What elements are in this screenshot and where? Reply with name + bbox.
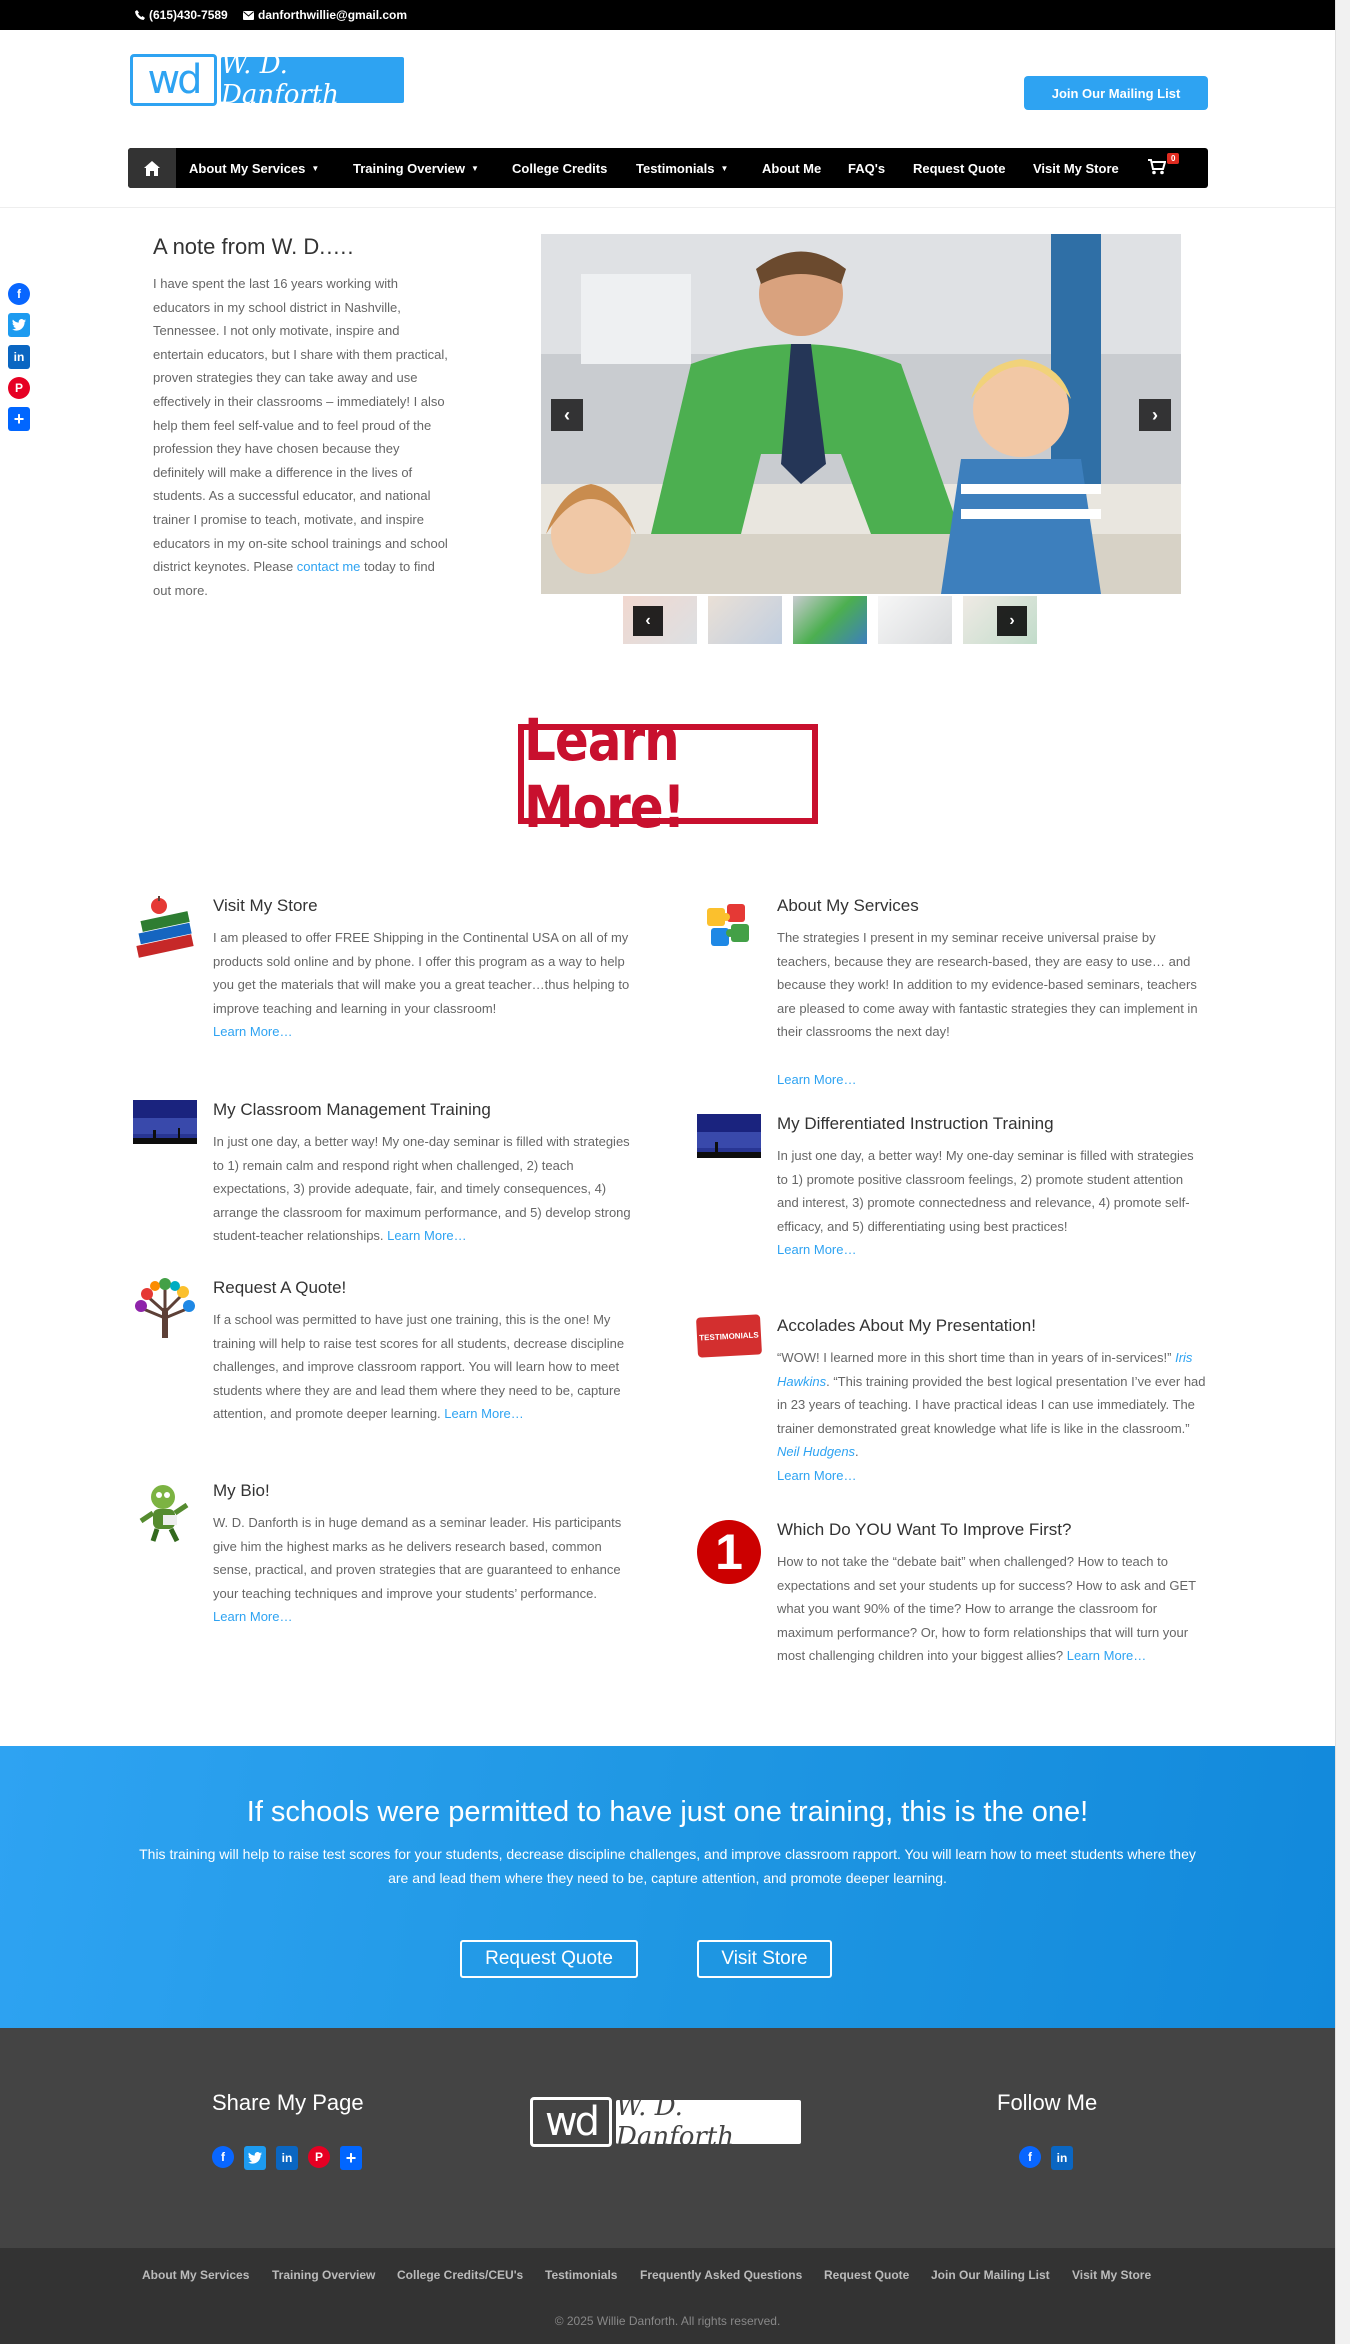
twitter-icon[interactable] — [244, 2146, 266, 2170]
top-bar — [0, 0, 1335, 30]
join-mailing-list-button[interactable]: Join Our Mailing List — [1024, 76, 1208, 110]
copyright-text: © 2025 Willie Danforth. All rights reserved. — [554, 2314, 781, 2328]
thumbs-prev-button[interactable]: ‹ — [633, 606, 663, 636]
footer-share-icons — [212, 2146, 362, 2170]
dropdown-caret-icon: ▼ — [311, 164, 320, 173]
slider-thumbnails — [623, 596, 1035, 646]
slider-prev-button[interactable]: ‹ — [551, 399, 583, 431]
blurb-text: I am pleased to offer FREE Shipping in the Continental USA on all of my products sold online and by phone. I offer this program as a way to help you get the materials that will make you a great teacher…thus helping to improve teaching and learning in your classroom! Learn More… — [213, 930, 630, 1040]
author-link[interactable]: Neil Hudgens — [777, 1444, 856, 1460]
home-icon — [144, 161, 160, 176]
email-address: danforthwillie@gmail.com — [258, 8, 408, 22]
nav-item-request-quote[interactable]: Request Quote — [913, 161, 1006, 176]
testimonials-badge-icon: TESTIMONIALS — [696, 1314, 762, 1357]
blurb-text: In just one day, a better way! My one-day seminar is filled with strategies to 1) promote positive classroom feelings, 2) promote student attention and interest, 3) promote connectedness and relevance, 4) promote self-efficacy, and 5) differentiating using best practices! Learn More… — [777, 1148, 1194, 1258]
logo-name: W. D. Danforth — [616, 2100, 801, 2144]
dropdown-caret-icon: ▼ — [471, 164, 479, 173]
facebook-icon[interactable]: f — [8, 283, 30, 305]
photo-slider — [541, 234, 1181, 594]
learn-more-link[interactable]: Learn More… — [777, 1467, 857, 1483]
blurb-text: The strategies I present in my seminar receive universal praise by teachers, because they are research-based, they are easy to use… and because they work! In addition to my evidence-based seminars, teachers are pleased to come away with fantastic strategies they can implement in their classrooms the next day! Learn More… — [777, 930, 1198, 1087]
page-scrollbar[interactable] — [1335, 0, 1350, 2344]
footer-follow-icons — [1019, 2146, 1073, 2170]
puzzle-pieces-icon — [697, 896, 761, 960]
blurb-text: W. D. Danforth is in huge demand as a seminar leader. His participants give him the highest marks as he delivers research based, common sense, practical, and proven strategies that are guaranteed to enhance your teaching techniques and improve your students’ performance. Learn More… — [213, 1515, 622, 1625]
footer-link-about-my-services[interactable]: About My Services — [142, 2268, 250, 2282]
author-link[interactable]: Iris Hawkins — [777, 1350, 1193, 1389]
linkedin-icon[interactable]: in — [276, 2146, 298, 2170]
footer — [0, 2028, 1335, 2248]
cta-text: This training will help to raise test scores for your students, decrease discipline challenges, and improve classroom rapport. You will learn how to meet students where they are and lead them where they need to be, capture attention, and promote deeper learning. — [139, 1846, 1196, 1886]
cart-count-badge: 0 — [1167, 153, 1179, 164]
cta-title: If schools were permitted to have just one training, this is the one! — [246, 1796, 1089, 1828]
contact-me-link[interactable]: contact me — [296, 559, 361, 575]
facebook-icon[interactable]: f — [1019, 2146, 1041, 2168]
nav-item-about-my-services[interactable]: About My Services ▼ — [189, 161, 320, 176]
footer-link-college-credits[interactable]: College Credits/CEU's — [397, 2268, 524, 2282]
call-to-action-section — [0, 1746, 1335, 2028]
blurb-title: My Differentiated Instruction Training — [777, 1114, 1054, 1133]
footer-nav — [0, 2268, 1335, 2288]
phone-icon — [135, 10, 145, 20]
slider-thumbnail[interactable] — [708, 596, 782, 644]
phone-link[interactable] — [135, 8, 228, 22]
logo-mark: wd — [130, 54, 217, 106]
blurb-title: About My Services — [777, 896, 919, 915]
envelope-icon — [243, 11, 254, 20]
share-my-page-heading: Share My Page — [212, 2090, 364, 2115]
logo-mark: wd — [530, 2097, 612, 2147]
dropdown-caret-icon: ▼ — [720, 164, 729, 173]
request-quote-button[interactable]: Request Quote — [460, 1940, 638, 1978]
blurb-title: Accolades About My Presentation! — [777, 1316, 1036, 1335]
footer-link-faq[interactable]: Frequently Asked Questions — [640, 2268, 803, 2282]
learn-more-link[interactable]: Learn More… — [444, 1406, 524, 1422]
learn-more-link[interactable]: Learn More… — [777, 1071, 857, 1087]
email-link[interactable] — [243, 8, 407, 22]
blurb-text: How to not take the “debate bait” when challenged? How to teach to expectations and set your students up for success? How to ask and GET what you want 90% of the time? How to arrange the classroom for maximum performance? Or, how to form relationships that will turn your most challenging children into your biggest allies? Learn More… — [777, 1554, 1196, 1664]
slider-next-button[interactable]: › — [1139, 399, 1171, 431]
bottom-bar — [0, 2248, 1335, 2344]
logo-name: W. D. Danforth — [221, 57, 404, 103]
blurb-text: “WOW! I learned more in this short time than in years of in-services!” Iris Hawkins. “This training provided the best logical presentation I’ve ever had in 23 years of teaching. I have practical ideas I can use immediately. The trainer demonstrated great knowledge what life is like in the classroom.” Neil Hudgens. Learn More… — [777, 1350, 1206, 1483]
footer-link-testimonials[interactable]: Testimonials — [545, 2268, 618, 2282]
learn-more-stamp-button[interactable]: Learn More! — [518, 724, 818, 824]
footer-link-join-mailing-list[interactable]: Join Our Mailing List — [931, 2268, 1050, 2282]
night-skyline-icon — [697, 1114, 761, 1178]
blurb-title: My Bio! — [213, 1481, 270, 1500]
site-logo[interactable] — [130, 50, 407, 110]
nav-item-college-credits[interactable]: College Credits — [512, 161, 608, 176]
follow-me-heading: Follow Me — [997, 2090, 1098, 2115]
blurb-title: Visit My Store — [213, 896, 318, 915]
nav-item-faqs[interactable]: FAQ's — [848, 161, 886, 176]
learn-more-link[interactable]: Learn More… — [1066, 1648, 1147, 1664]
add-share-icon[interactable]: + — [8, 407, 30, 431]
learn-more-link[interactable]: Learn More… — [213, 1024, 293, 1040]
home-button[interactable] — [128, 148, 176, 188]
visit-store-button[interactable]: Visit Store — [697, 1940, 832, 1978]
phone-number: (615)430-7589 — [149, 8, 228, 22]
number-one-icon: 1 — [697, 1520, 761, 1584]
learn-more-link[interactable]: Learn More… — [387, 1228, 467, 1244]
blurb-title: Which Do YOU Want To Improve First? — [777, 1520, 1072, 1539]
books-apple-icon — [133, 896, 197, 960]
linkedin-icon[interactable]: in — [1051, 2146, 1073, 2170]
linkedin-icon[interactable]: in — [8, 345, 30, 369]
twitter-icon[interactable] — [8, 313, 30, 337]
slider-thumbnail[interactable] — [878, 596, 952, 644]
note-body: I have spent the last 16 years working with educators in my school district in Nashville, Tennessee. I not only motivate, inspire and entertain educators, but I share with them practical, proven strategies they can take away and use effectively in their classrooms – immediately! I also help them feel self-value and to feel proud of the profession they have chosen because they definitely will make a difference in the lives of students. As a successful educator, and national trainer I promise to teach, motivate, and inspire educators in my on-site school trainings and school district keynotes. Please contact me today to find out more. — [153, 276, 448, 598]
main-nav — [128, 148, 1208, 188]
nav-item-visit-my-store[interactable]: Visit My Store — [1033, 161, 1119, 176]
share-sidebar — [8, 283, 30, 431]
blurb-title: My Classroom Management Training — [213, 1100, 491, 1119]
learn-more-link[interactable]: Learn More… — [213, 1609, 293, 1625]
footer-link-visit-my-store[interactable]: Visit My Store — [1072, 2268, 1152, 2282]
blurb-title: Request A Quote! — [213, 1278, 347, 1297]
thumbs-next-button[interactable]: › — [997, 606, 1027, 636]
footer-link-request-quote[interactable]: Request Quote — [824, 2268, 910, 2282]
blurb-text: In just one day, a better way! My one-day seminar is filled with strategies to 1) remain calm and respond right when challenged, 2) teach expectations, 3) provide adequate, fair, and timely consequences, 4) arrange the classroom for maximum performance, and 5) develop strong student-teacher relationships. Learn More… — [213, 1134, 631, 1244]
nav-item-about-me[interactable]: About Me — [762, 161, 822, 176]
note-title: A note from W. D.…. — [153, 234, 354, 259]
pinterest-icon[interactable]: P — [308, 2146, 330, 2168]
footer-link-training-overview[interactable]: Training Overview — [272, 2268, 376, 2282]
facebook-icon[interactable]: f — [212, 2146, 234, 2168]
blurb-text: If a school was permitted to have just one training, this is the one! My training will help to raise test scores for all students, decrease discipline challenges, and improve classroom rapport. You will learn how to meet students where they are and lead them where they need to be, capture attention, and promote deeper learning. Learn More… — [213, 1312, 625, 1422]
pinterest-icon[interactable]: P — [8, 377, 30, 399]
cart-icon — [1148, 159, 1166, 175]
learn-more-link[interactable]: Learn More… — [777, 1242, 857, 1258]
nav-item-training-overview[interactable]: Training Overview ▼ — [353, 161, 479, 176]
footer-logo[interactable] — [530, 2092, 805, 2152]
slider-thumbnail-active[interactable] — [793, 596, 867, 644]
site-header — [0, 30, 1335, 208]
colorful-tree-icon — [133, 1278, 197, 1342]
night-skyline-icon — [133, 1100, 197, 1164]
nav-item-testimonials[interactable]: Testimonials ▼ — [636, 161, 729, 176]
add-share-icon[interactable]: + — [340, 2146, 362, 2170]
cart-button[interactable] — [1148, 154, 1176, 178]
cartoon-character-icon — [133, 1481, 197, 1545]
slider-image-teacher-with-students — [541, 234, 1181, 594]
